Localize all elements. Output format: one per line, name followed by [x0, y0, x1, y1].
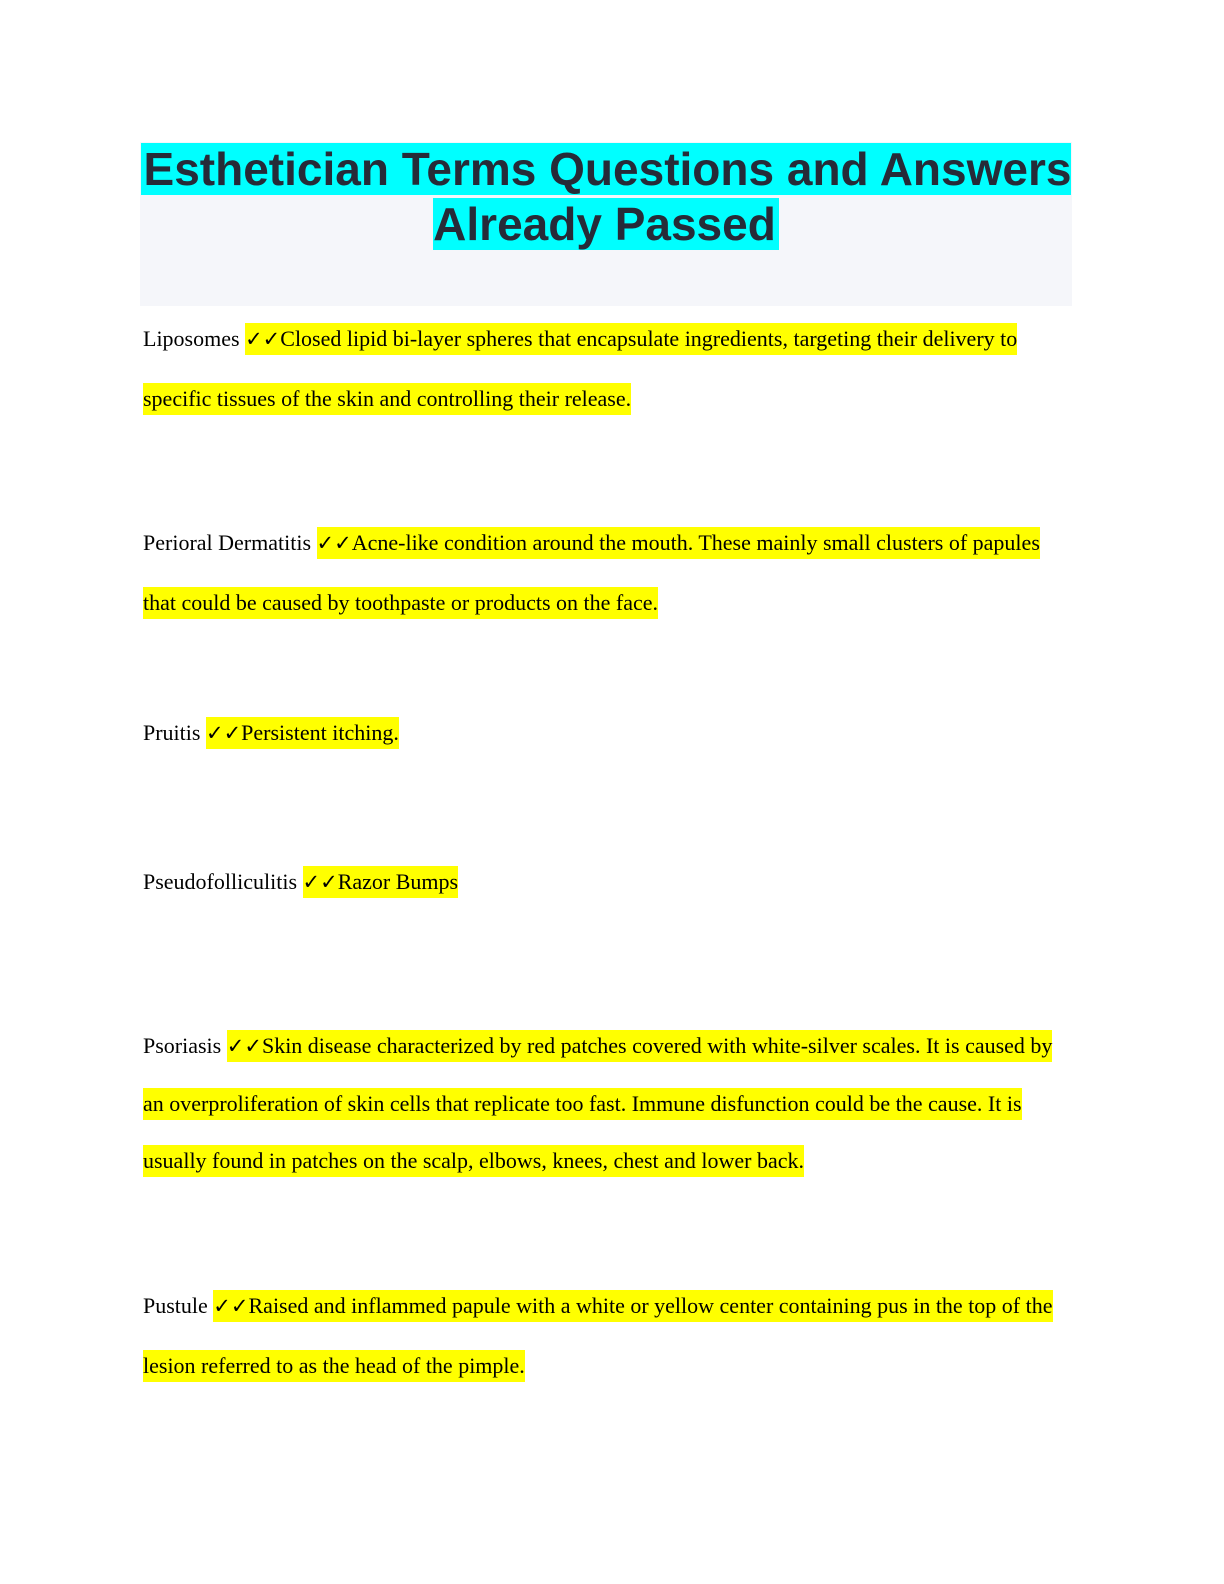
term-entry-pruitis [143, 718, 1073, 748]
page-title [140, 142, 1072, 252]
term-label: Pseudofolliculitis [143, 869, 297, 894]
term-label: Pustule [143, 1293, 208, 1318]
definition-text: Persistent itching. [241, 720, 399, 745]
double-check-icon: ✓✓ [205, 721, 242, 745]
answer-highlight [303, 866, 459, 898]
definition-text: Acne-like condition around the mouth. These mainly small clusters of papules that could be caused by toothpaste or products on the face. [143, 530, 1040, 615]
definition-text: Razor Bumps [337, 869, 459, 894]
term-entry-pustule [143, 1276, 1073, 1395]
term-label: Psoriasis [143, 1033, 222, 1058]
answer-highlight [143, 1290, 1053, 1382]
term-entry-liposomes [143, 309, 1073, 428]
double-check-icon: ✓✓ [316, 531, 352, 555]
double-check-icon: ✓✓ [245, 327, 281, 351]
answer-highlight [143, 1030, 1052, 1177]
title-panel [140, 142, 1072, 306]
definition-text: Skin disease characterized by red patches covered with white-silver scales. It is caused by an overproliferation of skin cells that replicate too fast. Immune disfunction could be the cause. It is usually found in patches on the scalp, elbows, knees, chest and lower back. [143, 1033, 1053, 1173]
answer-highlight [143, 323, 1017, 415]
definition-text: Closed lipid bi-layer spheres that encapsulate ingredients, targeting their delivery to specific tissues of the skin and controlling their release. [143, 326, 1018, 411]
double-check-icon: ✓✓ [226, 1034, 262, 1058]
term-label: Liposomes [143, 326, 240, 351]
term-entry-perioral-dermatitis [143, 513, 1073, 632]
double-check-icon: ✓✓ [302, 870, 338, 894]
page-title-text: Esthetician Terms Questions and Answers Already Passed [141, 143, 1072, 250]
double-check-icon: ✓✓ [213, 1294, 249, 1318]
answer-highlight [206, 717, 399, 749]
term-entry-pseudofolliculitis [143, 867, 1073, 897]
term-entry-psoriasis [143, 1017, 1073, 1189]
term-label: Pruitis [143, 720, 201, 745]
term-label: Perioral Dermatitis [143, 530, 312, 555]
definition-text: Raised and inflammed papule with a white or yellow center containing pus in the top of the lesion referred to as the head of the pimple. [143, 1293, 1053, 1378]
